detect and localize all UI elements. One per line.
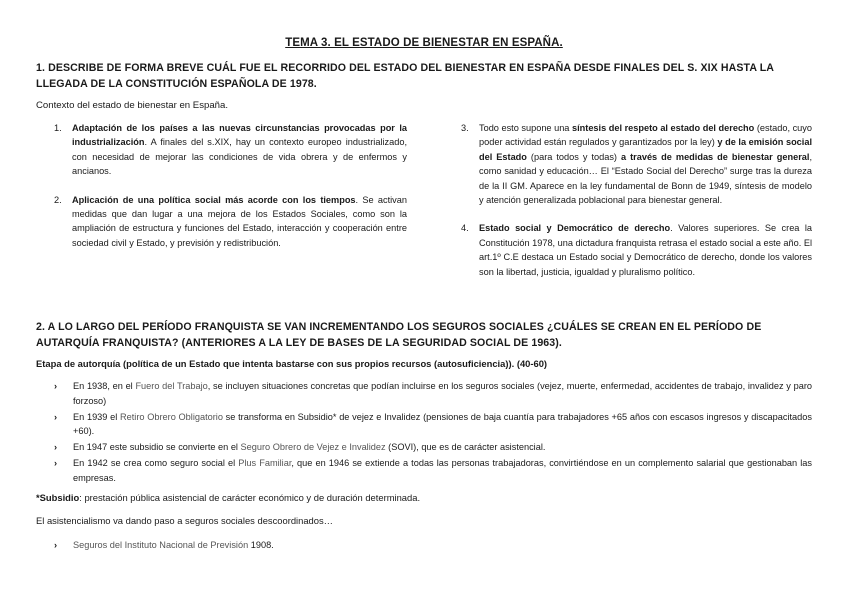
question-1-heading: 1. DESCRIBE DE FORMA BREVE CUÁL FUE EL RECORRIDO DEL ESTADO DEL BIENESTAR EN ESPAÑA DESDE FINALES DEL S. XIX HASTA LA LLEGADA DE LA CONSTITUCIÓN ESPAÑOLA DE 1978. bbox=[36, 62, 774, 90]
item-bold-text: Aplicación de una política social más acorde con los tiempos bbox=[72, 194, 356, 205]
list-item bbox=[461, 221, 812, 279]
bullet-item bbox=[54, 440, 812, 455]
chevron-right-icon: › bbox=[54, 442, 58, 453]
bullet-text: (SOVI), que es de carácter asistencial. bbox=[385, 442, 546, 453]
chevron-right-icon: › bbox=[54, 540, 58, 550]
bullet-item bbox=[54, 456, 812, 486]
bullet-text: 1908. bbox=[248, 540, 274, 550]
item-text: Todo esto supone una bbox=[479, 123, 572, 133]
item-text: . A finales del s.XIX, hay un contexto europeo industrializado, con necesidad de mejorar las condiciones de vida obrera y de enfermos y ancianos. bbox=[72, 137, 407, 177]
bullet-highlight: Plus Familiar bbox=[238, 457, 292, 468]
bullet-text: En 1942 se crea como seguro social el bbox=[73, 457, 239, 468]
item-text: (estado, cuyo poder actividad están regulados y garantizados por la ley) bbox=[479, 123, 812, 148]
item-text: . Se activan medidas que dan lugar a una mejora de los Estados Sociales, como son la ampliación de estructura y funciones del Estado, interacción y cooperación entre sociedad civil y Estado, y previsión y redistribución. bbox=[72, 194, 407, 248]
bullet-item bbox=[54, 540, 754, 550]
bullet-highlight: Fuero del Trabajo bbox=[135, 381, 208, 391]
subsidio-note bbox=[36, 492, 420, 503]
item-bold-text: Adaptación de los países a las nuevas circunstancias provocadas por la industrialización bbox=[72, 123, 407, 148]
list-item bbox=[54, 193, 407, 251]
list-item bbox=[461, 121, 812, 207]
question-2-heading: 2. A LO LARGO DEL PERÍODO FRANQUISTA SE VAN INCREMENTANDO LOS SEGUROS SOCIALES ¿CUÁLES SE CREAN EN EL PERÍODO DE AUTARQUÍA FRANQUISTA? (ANTERIORES A LA LEY DE BASES DE LA SEGURIDAD SOCIAL DE 1963). bbox=[36, 321, 762, 349]
stage-subtitle: Etapa de autorquía (política de un Estado que intenta bastarse con sus propios recursos (autosuficiencia)). (40-60) bbox=[36, 358, 548, 369]
item-number: 3. bbox=[461, 123, 469, 133]
item-bold-text: Estado social y Democrático de derecho bbox=[479, 223, 671, 234]
bullet-list bbox=[54, 379, 812, 487]
bullet-text: , se incluyen situaciones concretas que podían incluirse en los seguros sociales (vejez, muerte, enfermedad, accidentes de trabajo, invalidez y paro forzoso) bbox=[73, 381, 812, 406]
list-item bbox=[54, 121, 407, 179]
item-number: 4. bbox=[461, 223, 469, 234]
item-number: 1. bbox=[54, 123, 62, 133]
bullet-text: En 1938, en el bbox=[73, 381, 136, 391]
bullet-highlight: Seguros del Instituto Nacional de Previsión bbox=[73, 540, 249, 550]
last-bullet-list bbox=[54, 540, 754, 550]
bullet-text: En 1947 este subsidio se convierte en el bbox=[73, 442, 241, 453]
item-bold-text: síntesis del respeto al estado del derecho bbox=[571, 123, 755, 133]
left-column bbox=[54, 121, 407, 264]
item-text: . Valores superiores. Se crea la Constitución 1978, una dictadura franquista retrasa el estado social a este año. El art.1º C.E destaca un Estado social y Democrático de derecho, donde los valores son la libertad, justicia, igualdad y pluralismo político. bbox=[479, 223, 813, 277]
bullet-highlight: Seguro Obrero de Vejez e Invalidez bbox=[240, 442, 386, 453]
item-bold-text: y de la emisión social del Estado bbox=[479, 137, 813, 162]
chevron-right-icon: › bbox=[54, 381, 58, 391]
bullet-highlight: Retiro Obrero Obligatorio bbox=[119, 411, 223, 422]
note-definition: : prestación pública asistencial de carácter económico y de duración determinada. bbox=[79, 492, 421, 503]
context-line: Contexto del estado de bienestar en España. bbox=[36, 100, 229, 111]
bullet-text: En 1939 el bbox=[73, 411, 120, 422]
bullet-text: , que en 1946 se extiende a todas las personas trabajadoras, convirtiéndose en un complemento salarial que gestionaban las empresas. bbox=[73, 457, 812, 483]
asistencialismo-line: El asistencialismo va dando paso a seguros sociales descoordinados… bbox=[36, 515, 334, 526]
chevron-right-icon: › bbox=[54, 411, 58, 422]
bullet-item bbox=[54, 410, 812, 440]
item-bold-text: a través de medidas de bienestar general bbox=[620, 151, 810, 162]
bullet-item bbox=[54, 379, 812, 409]
item-number: 2. bbox=[54, 194, 62, 205]
document-title: TEMA 3. EL ESTADO DE BIENESTAR EN ESPAÑA. bbox=[285, 37, 563, 49]
right-column bbox=[461, 121, 812, 293]
item-text: , como sanidad y educación… El “Estado Social del Derecho” surge tras la dureza de la II GM. Aparece en la ley fundamental de Bonn de 1949, síntesis de modelo y atención generalizada poblacional para bienestar general. bbox=[479, 151, 812, 206]
item-text: (para todos y todas) bbox=[526, 151, 621, 162]
note-term: *Subsidio bbox=[36, 492, 80, 503]
bullet-text: se transforma en Subsidio* de vejez e Invalidez (pensiones de baja cuantía para trabajadores +65 años con escasos ingresos y discapacitados +60). bbox=[73, 411, 812, 437]
chevron-right-icon: › bbox=[54, 457, 58, 468]
